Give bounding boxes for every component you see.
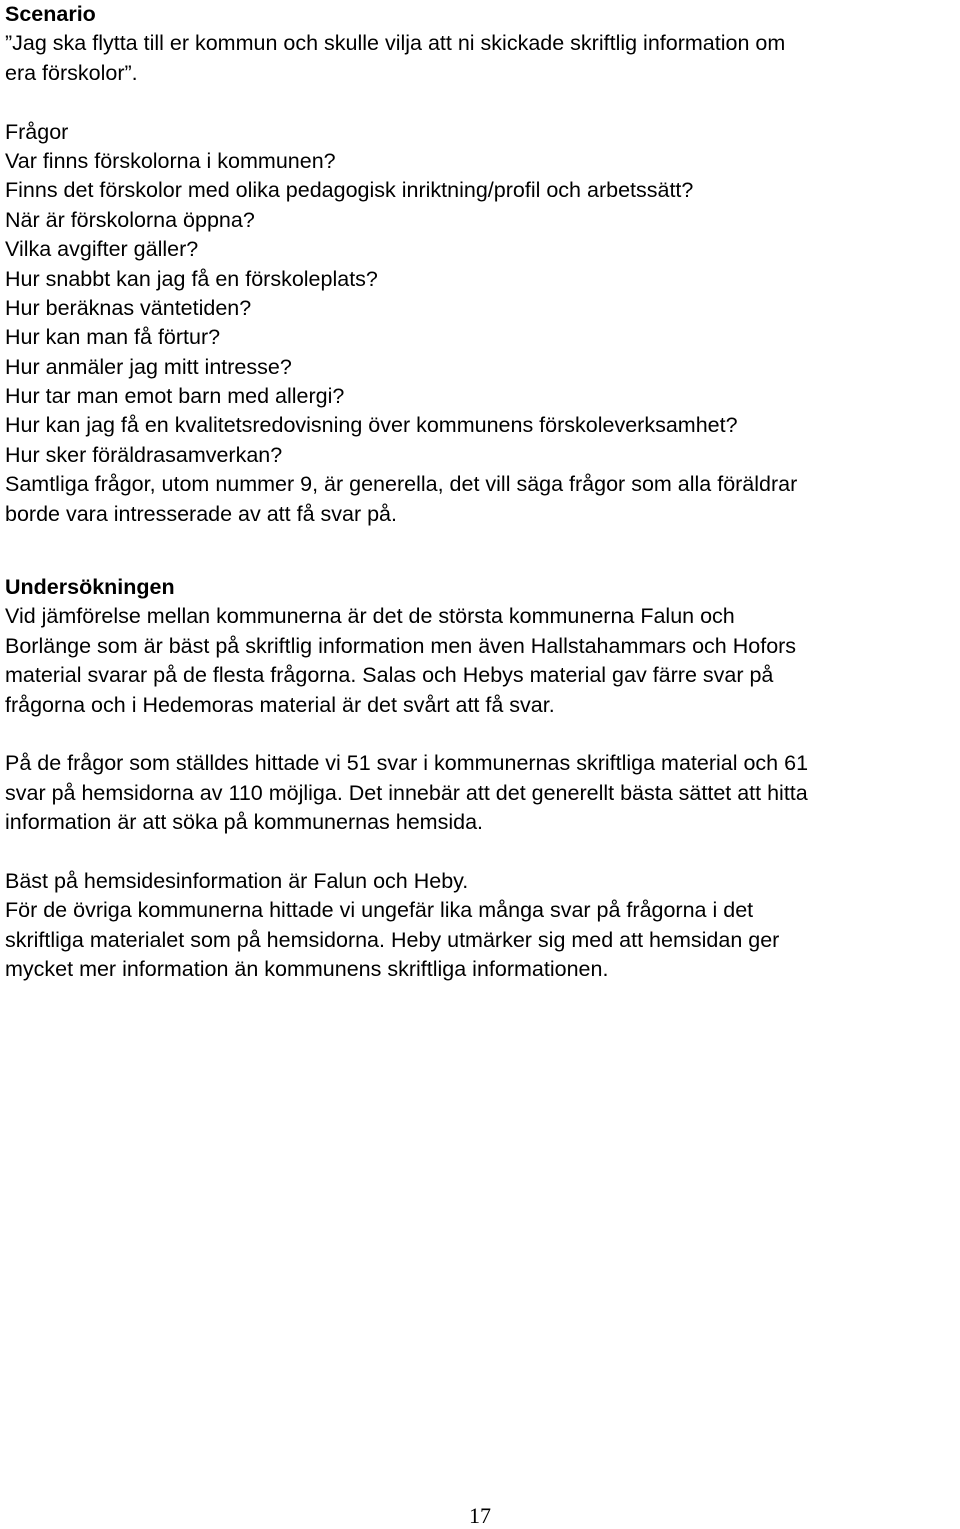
question-item: Hur sker föräldrasamverkan?: [5, 442, 283, 467]
question-item: Hur kan jag få en kvalitetsredovisning över kommunens förskoleverksamhet?: [5, 413, 738, 438]
questions-note-line: borde vara intresserade av att få svar på.: [5, 501, 397, 526]
questions-heading: Frågor: [5, 119, 69, 144]
question-item: Finns det förskolor med olika pedagogisk inriktning/profil och arbetssätt?: [5, 178, 694, 203]
question-item: Var finns förskolorna i kommunen?: [5, 148, 336, 173]
question-item: Hur beräknas väntetiden?: [5, 295, 252, 320]
survey-paragraph-line: information är att söka på kommunernas hemsida.: [5, 810, 484, 835]
paragraph-gap: [5, 838, 955, 867]
page-number: 17: [469, 1503, 491, 1528]
questions-note-line: Samtliga frågor, utom nummer 9, är generella, det vill säga frågor som alla föräldrar: [5, 472, 798, 497]
paragraph-gap: [5, 88, 955, 117]
question-item: Hur anmäler jag mitt intresse?: [5, 354, 292, 379]
question-item: Hur tar man emot barn med allergi?: [5, 384, 345, 409]
section-gap: [5, 529, 955, 573]
survey-paragraph-line: På de frågor som ställdes hittade vi 51 svar i kommunernas skriftliga material och 61: [5, 751, 809, 776]
scenario-quote-line: era förskolor”.: [5, 60, 138, 85]
survey-paragraph-line: svar på hemsidorna av 110 möjliga. Det innebär att det generellt bästa sättet att hitta: [5, 780, 808, 805]
survey-paragraph-line: frågorna och i Hedemoras material är det svårt att få svar.: [5, 692, 555, 717]
question-item: När är förskolorna öppna?: [5, 207, 255, 232]
survey-heading: Undersökningen: [5, 575, 175, 600]
scenario-heading: Scenario: [5, 2, 96, 26]
question-item: Vilka avgifter gäller?: [5, 237, 199, 262]
survey-paragraph-line: Vid jämförelse mellan kommunerna är det de största kommunerna Falun och: [5, 604, 735, 629]
survey-paragraph-line: För de övriga kommunerna hittade vi ungefär lika många svar på frågorna i det: [5, 898, 754, 923]
survey-paragraph-line: material svarar på de flesta frågorna. Salas och Hebys material gav färre svar på: [5, 663, 774, 688]
scenario-quote-line: ”Jag ska flytta till er kommun och skulle vilja att ni skickade skriftlig information om: [5, 31, 786, 56]
survey-paragraph-line: Bäst på hemsidesinformation är Falun och Heby.: [5, 868, 469, 893]
paragraph-gap: [5, 720, 955, 749]
survey-paragraph-line: Borlänge som är bäst på skriftlig information men även Hallstahammars och Hofors: [5, 633, 797, 658]
survey-paragraph-line: skriftliga materialet som på hemsidorna. Heby utmärker sig med att hemsidan ger: [5, 927, 780, 952]
question-item: Hur snabbt kan jag få en förskoleplats?: [5, 266, 378, 291]
survey-paragraph-line: mycket mer information än kommunens skriftliga informationen.: [5, 957, 609, 982]
question-item: Hur kan man få förtur?: [5, 325, 221, 350]
document-page: [5, 0, 955, 985]
